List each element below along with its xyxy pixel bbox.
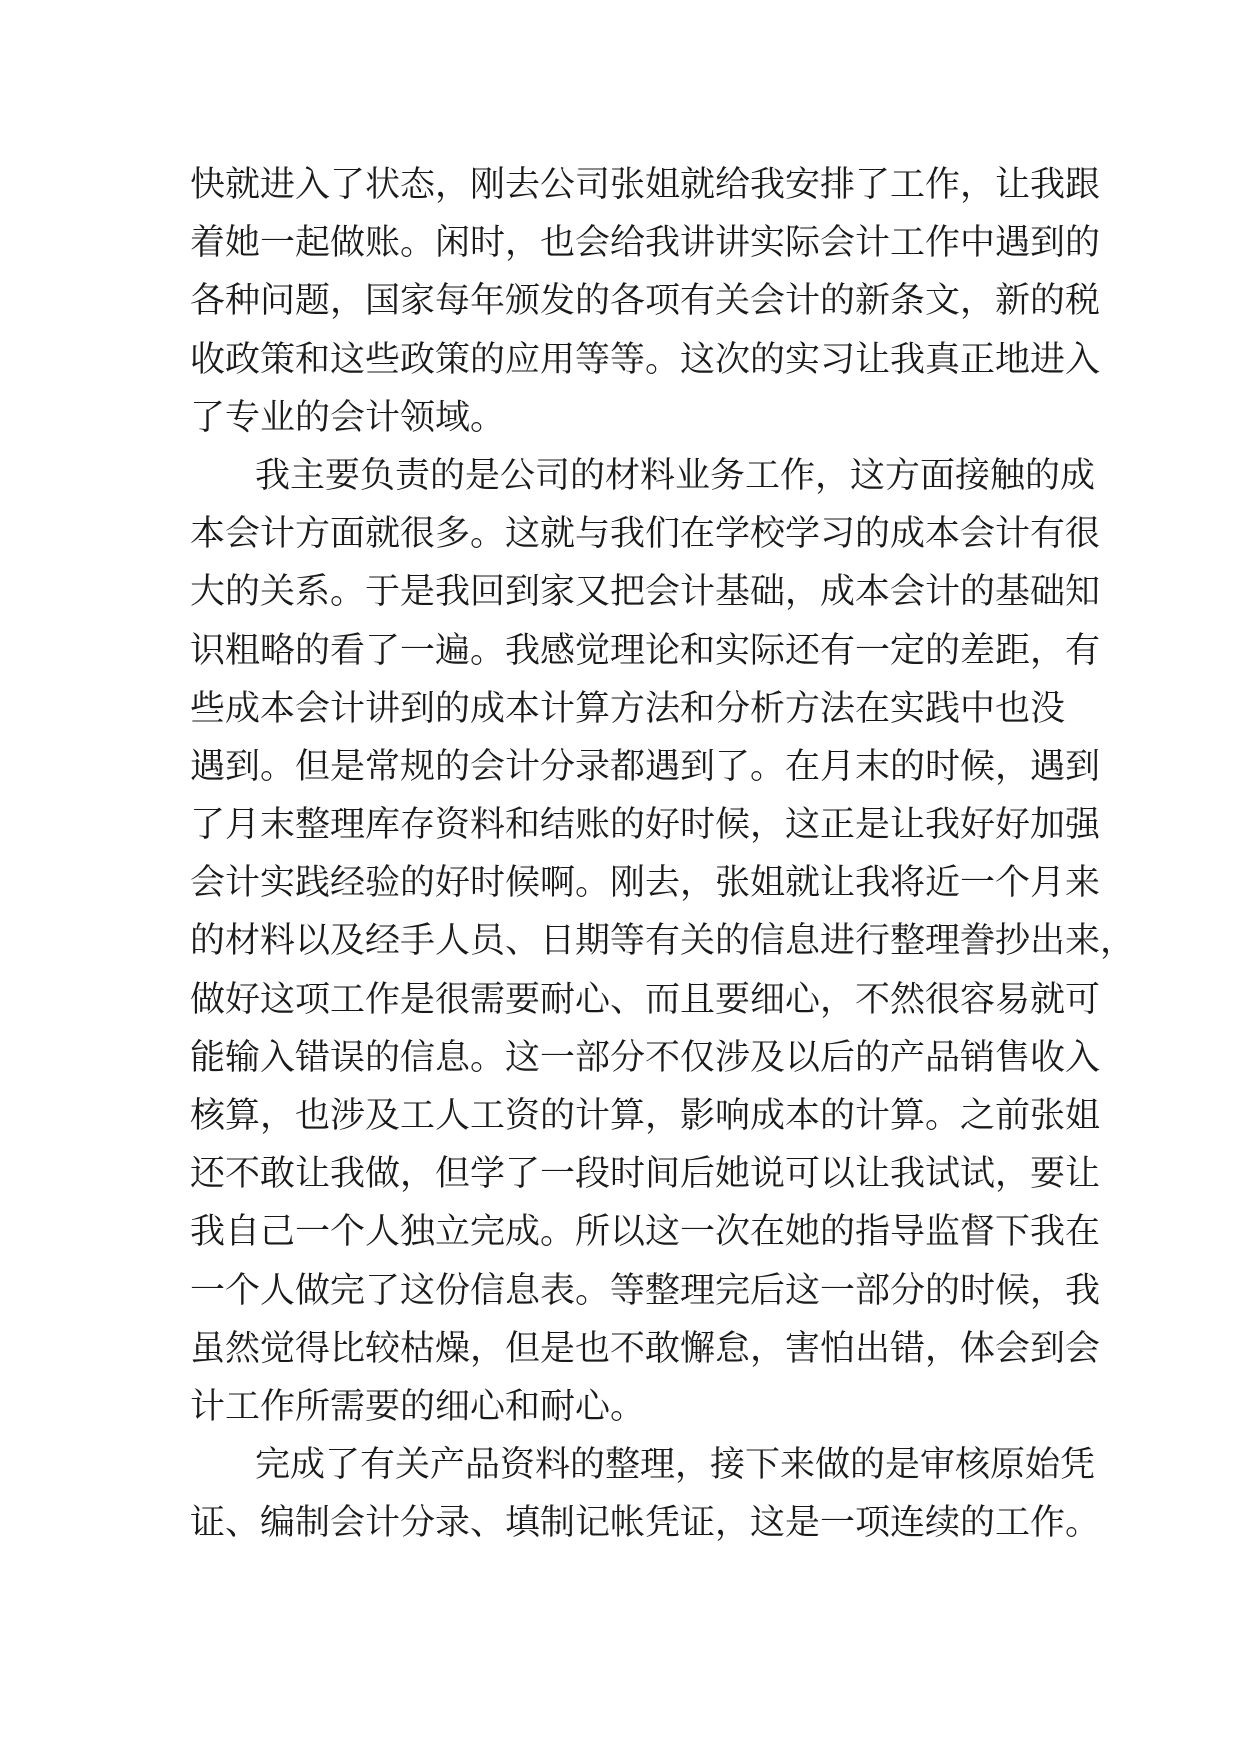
text-line: 能输入错误的信息。这一部分不仅涉及以后的产品销售收入: [190, 1037, 1101, 1078]
text-line: 大的关系。于是我回到家又把会计基础，成本会计的基础知: [190, 572, 1101, 613]
text-line: 的材料以及经手人员、日期等有关的信息进行整理誊抄出来，: [190, 921, 1136, 962]
text-line: 会计实践经验的好时候啊。刚去，张姐就让我将近一个月来: [190, 863, 1101, 904]
text-line: 了月末整理库存资料和结账的好时候，这正是让我好好加强: [190, 805, 1101, 846]
text-line: 虽然觉得比较枯燥，但是也不敢懈怠，害怕出错，体会到会: [190, 1328, 1101, 1369]
text-line: 各种问题，国家每年颁发的各项有关会计的新条文，新的税: [190, 281, 1101, 322]
text-line: 收政策和这些政策的应用等等。这次的实习让我真正地进入: [190, 339, 1101, 380]
text-line: 着她一起做账。闲时，也会给我讲讲实际会计工作中遇到的: [190, 223, 1101, 264]
body-text: [190, 156, 1136, 1553]
text-line: 核算，也涉及工人工资的计算，影响成本的计算。之前张姐: [190, 1096, 1101, 1136]
text-line: 本会计方面就很多。这就与我们在学校学习的成本会计有很: [190, 514, 1101, 555]
text-line: 做好这项工作是很需要耐心、而且要细心，不然很容易就可: [190, 979, 1101, 1020]
text-line: 还不敢让我做，但学了一段时间后她说可以让我试试，要让: [190, 1154, 1101, 1195]
text-line: 些成本会计讲到的成本计算方法和分析方法在实践中也没: [190, 688, 1066, 729]
text-line: 了专业的会计领域。: [190, 397, 506, 438]
text-line: 快就进入了状态，刚去公司张姐就给我安排了工作，让我跟: [190, 165, 1101, 205]
text-line: 一个人做完了这份信息表。等整理完后这一部分的时候，我: [190, 1270, 1101, 1311]
paragraph-start-line: 我主要负责的是公司的材料业务工作，这方面接触的成: [255, 455, 1096, 496]
paragraph-start-line: 完成了有关产品资料的整理，接下来做的是审核原始凭: [255, 1445, 1096, 1486]
text-line: 计工作所需要的细心和耐心。: [190, 1386, 646, 1427]
text-line: 证、编制会计分录、填制记帐凭证，这是一项连续的工作。: [190, 1503, 1101, 1544]
text-line: 我自己一个人独立完成。所以这一次在她的指导监督下我在: [190, 1212, 1101, 1253]
text-line: 遇到。但是常规的会计分录都遇到了。在月末的时候，遇到: [190, 746, 1101, 787]
text-line: 识粗略的看了一遍。我感觉理论和实际还有一定的差距，有: [190, 630, 1101, 671]
